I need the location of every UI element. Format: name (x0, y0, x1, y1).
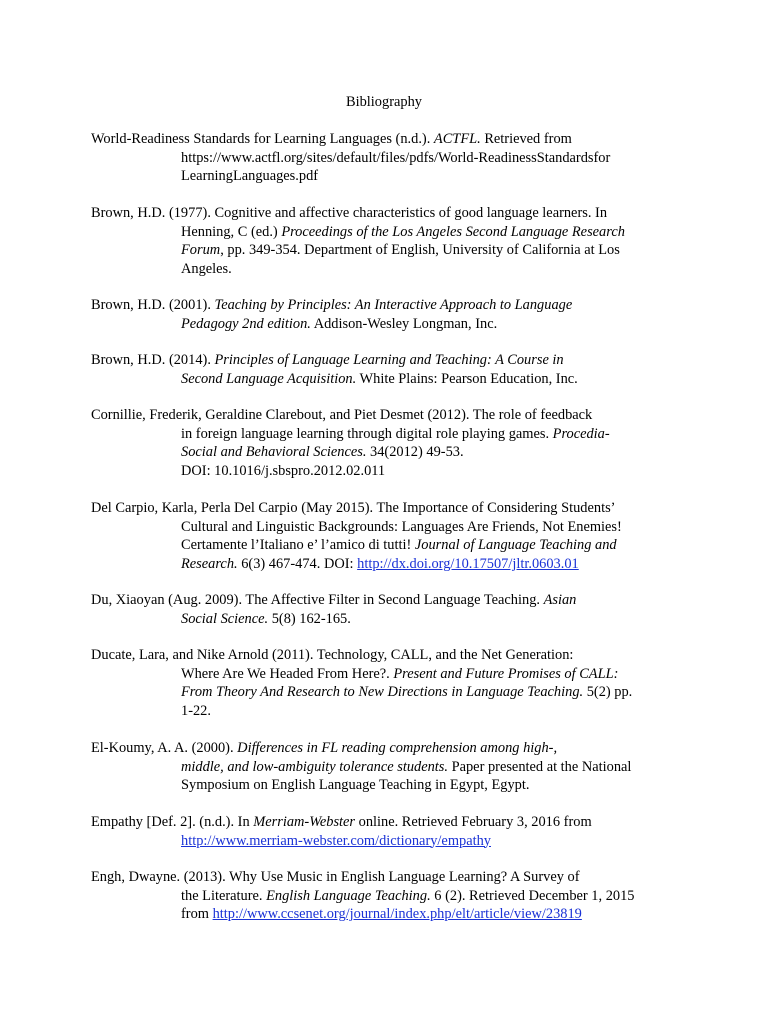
doi-link[interactable]: http://dx.doi.org/10.17507/jltr.0603.01 (357, 555, 579, 572)
bibliography-entry (91, 204, 671, 278)
entry-line: Cornillie, Frederik, Geraldine Clarebout, and Piet Desmet (2012). The role of feedback (91, 407, 593, 423)
entry-line (91, 832, 671, 851)
entry-line: Where Are We Headed From Here?. Present and Future Promises of CALL: (181, 665, 619, 682)
bibliography-entry (91, 499, 671, 573)
entry-line: Social and Behavioral Sciences. 34(2012) 49-53. (181, 444, 464, 461)
entry-line: Social Science. 5(8) 162-165. (181, 610, 351, 627)
entry-line: 1-22. (181, 702, 211, 719)
entry-line: Brown, H.D. (1977). Cognitive and affective characteristics of good language learners. In (91, 205, 608, 221)
entry-line: Forum, pp. 349-354. Department of English, University of California at Los (181, 242, 620, 259)
entry-line: DOI: 10.1016/j.sbspro.2012.02.011 (181, 462, 386, 479)
entry-line: Ducate, Lara, and Nike Arnold (2011). Technology, CALL, and the Net Generation: (91, 647, 574, 663)
bibliography-entry (91, 868, 671, 924)
entry-line: LearningLanguages.pdf (181, 168, 319, 185)
entry-line: Cultural and Linguistic Backgrounds: Languages Are Friends, Not Enemies! (181, 518, 622, 535)
bibliography-entry (91, 130, 671, 186)
bibliography-entry (91, 646, 671, 720)
bibliography-entry (91, 351, 671, 388)
entry-line: Du, Xiaoyan (Aug. 2009). The Affective Filter in Second Language Teaching. Asian (91, 592, 577, 608)
entry-line: Pedagogy 2nd edition. Addison-Wesley Longman, Inc. (181, 315, 498, 332)
entry-line: Del Carpio, Karla, Perla Del Carpio (May 2015). The Importance of Considering Students’ (91, 500, 616, 516)
ccsenet-link[interactable]: http://www.ccsenet.org/journal/index.php/elt/article/view/23819 (212, 906, 582, 923)
bibliography-entry (91, 739, 671, 795)
entry-line: Certamente l’Italiano e’ l’amico di tutti! Journal of Language Teaching and (181, 537, 617, 554)
entry-line: Engh, Dwayne. (2013). Why Use Music in English Language Learning? A Survey of (91, 869, 580, 885)
entry-line: the Literature. English Language Teaching. 6 (2). Retrieved December 1, 2015 (181, 887, 635, 904)
entry-line: World-Readiness Standards for Learning Languages (n.d.). ACTFL. Retrieved from (91, 131, 572, 147)
entry-line: Brown, H.D. (2001). Teaching by Principles: An Interactive Approach to Language (91, 297, 573, 313)
page-title: Bibliography (346, 94, 422, 110)
entry-line: Brown, H.D. (2014). Principles of Language Learning and Teaching: A Course in (91, 352, 564, 368)
entry-line: middle, and low-ambiguity tolerance students. Paper presented at the National (181, 758, 632, 775)
entry-line: From Theory And Research to New Directions in Language Teaching. 5(2) pp. (181, 684, 633, 701)
entry-line: Angeles. (181, 260, 232, 277)
entry-line: in foreign language learning through digital role playing games. Procedia- (181, 425, 610, 442)
bibliography-entry (91, 591, 671, 628)
bibliography-entry (91, 813, 671, 850)
entry-line: https://www.actfl.org/sites/default/files/pdfs/World-ReadinessStandardsfor (181, 149, 611, 166)
entry-line: Symposium on English Language Teaching in Egypt, Egypt. (181, 777, 530, 794)
entry-line: Empathy [Def. 2]. (n.d.). In Merriam-Webster online. Retrieved February 3, 2016 from (91, 814, 592, 830)
entry-line: Henning, C (ed.) Proceedings of the Los Angeles Second Language Research (181, 223, 625, 240)
entry-line: El-Koumy, A. A. (2000). Differences in FL reading comprehension among high-, (91, 740, 558, 756)
bibliography-entry (91, 296, 671, 333)
entry-line: Second Language Acquisition. White Plains: Pearson Education, Inc. (181, 370, 578, 387)
entry-line: Research. 6(3) 467-474. DOI: http://dx.doi.org/10.17507/jltr.0603.01 (181, 555, 579, 572)
bibliography-entry (91, 406, 671, 480)
entry-line: from http://www.ccsenet.org/journal/index.php/elt/article/view/23819 (181, 906, 582, 923)
merriam-webster-link[interactable]: http://www.merriam-webster.com/dictionary/empathy (181, 832, 491, 849)
